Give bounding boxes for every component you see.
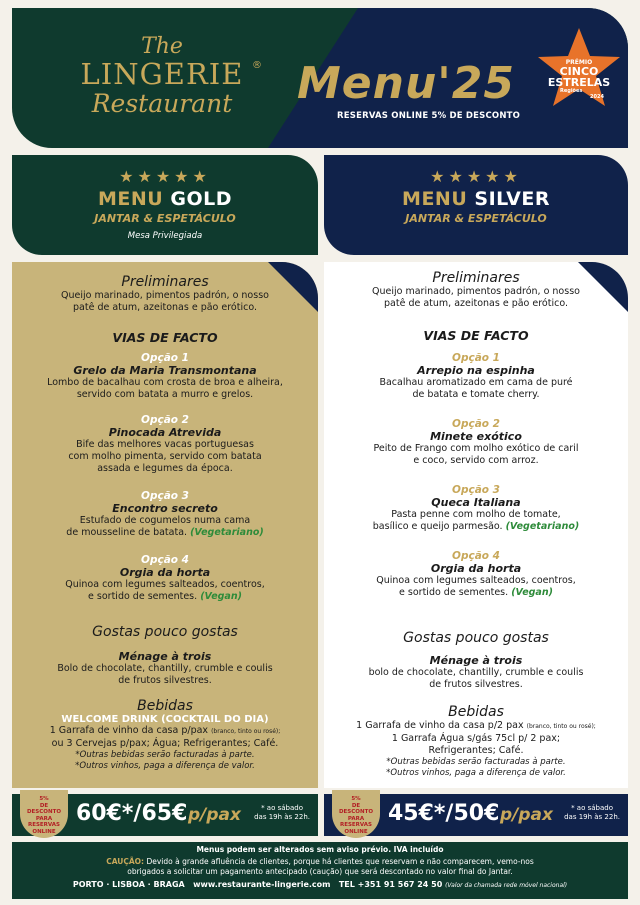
page-title: Menu'25	[297, 58, 515, 109]
gold-preliminares-desc-1: Queijo marinado, pimentos padrón, o nosso	[61, 290, 269, 301]
silver-price: 45€*/50€	[388, 801, 500, 826]
footer-caucao: CAUÇÃO: Devido à grande afluência de clientes, porque há clientes que reservam e não comparecem, vemo-nos obrigados a solicitar um pagamento antecipado (caução) que será descontado no valor final do Jantar.	[106, 857, 534, 876]
silver-menu-panel	[324, 262, 628, 788]
online-discount-text: RESERVAS ONLINE 5% DE DESCONTO	[337, 111, 521, 121]
silver-subtitle: JANTAR & ESPETÁCULO	[405, 212, 547, 225]
footer-disclaimer: Menus podem ser alterados sem aviso prévio. IVA incluído	[196, 845, 444, 854]
registered-mark: ®	[252, 60, 262, 71]
gold-saturday-note: * ao sábado das 19h às 22h.	[254, 804, 310, 821]
silver-bebidas-line: Refrigerantes; Café.	[428, 745, 524, 756]
gold-price-bar	[12, 794, 318, 836]
silver-note: *Outros vinhos, paga a diferença de valor.	[386, 768, 566, 778]
silver-dish-2: Minete exótico	[430, 430, 522, 443]
phone-note: (Valor da chamada rede móvel nacional)	[445, 882, 568, 889]
gold-dish-2-desc: com molho pimenta, servido com batata	[68, 451, 262, 462]
silver-bebidas-line: 1 Garrafa Água s/gás 75cl p/ 2 pax;	[391, 733, 561, 744]
silver-bebidas-title: Bebidas	[448, 704, 504, 720]
badge-premio: PRÉMIO	[565, 59, 593, 66]
gold-option-1: Opção 1	[141, 352, 189, 364]
silver-dish-3: Queca Italiana	[431, 496, 521, 509]
gold-preliminares-title: Preliminares	[121, 274, 209, 290]
phone-number[interactable]: TEL +351 91 567 24 50	[338, 880, 443, 889]
silver-dish-2-desc: Peito de Frango com molho exótico de caril	[373, 443, 579, 454]
gold-dish-4-desc: Quinoa com legumes salteados, coentros,	[65, 579, 265, 590]
silver-dish-1-desc: de batata e tomate cherry.	[412, 389, 540, 400]
silver-preliminares-desc-2: patê de atum, azeitonas e pão erótico.	[384, 298, 568, 309]
gold-preliminares-desc-2: patê de atum, azeitonas e pão erótico.	[73, 302, 257, 313]
silver-stars: ★★★★★	[430, 167, 522, 186]
silver-saturday-note: * ao sábado das 19h às 22h.	[564, 804, 620, 821]
gold-dish-3: Encontro secreto	[112, 502, 218, 515]
gold-vias-title: VIAS DE FACTO	[112, 330, 218, 345]
gold-dish-1: Grelo da Maria Transmontana	[73, 364, 257, 377]
silver-per-pax: p/pax	[500, 805, 553, 825]
silver-preliminares-title: Preliminares	[432, 270, 520, 286]
gold-dish-3-desc: Estufado de cogumelos numa cama	[79, 515, 251, 526]
gold-option-4: Opção 4	[141, 554, 189, 566]
restaurant-logo	[52, 36, 272, 118]
badge-cinco: CINCO ESTRELAS	[547, 65, 611, 89]
silver-option-1: Opção 1	[452, 352, 500, 364]
gold-mesa: Mesa Privilegiada	[127, 231, 203, 241]
website-link[interactable]: www.restaurante-lingerie.com	[193, 880, 331, 889]
gold-dessert-desc: de frutos silvestres.	[118, 675, 212, 686]
badge-regioes: Regiões	[560, 88, 583, 94]
gold-menu-name: MENU GOLD	[98, 188, 232, 210]
gold-price: 60€*/65€	[76, 801, 188, 826]
silver-dish-2-desc: e coco, servido com arroz.	[413, 455, 539, 466]
gold-menu-panel	[12, 262, 318, 788]
silver-option-3: Opção 3	[452, 484, 500, 496]
silver-dish-4-desc: e sortido de sementes. (Vegan)	[399, 587, 553, 598]
silver-dish-1: Arrepio na espinha	[417, 364, 535, 377]
silver-dessert: Ménage à trois	[429, 654, 523, 667]
footer-cities: PORTO · LISBOA · BRAGA	[72, 880, 185, 889]
gold-dish-2-desc: Bife das melhores vacas portuguesas	[76, 439, 254, 450]
gold-dish-3-desc: de mousseline de batata. (Vegetariano)	[66, 527, 264, 538]
logo-restaurant: Restaurant	[91, 89, 233, 118]
gold-welcome-drink: WELCOME DRINK (COCKTAIL DO DIA)	[61, 714, 269, 725]
gold-bebidas-title: Bebidas	[137, 698, 193, 714]
gold-note: *Outras bebidas serão facturadas à parte.	[75, 750, 255, 760]
silver-bebidas-line: 1 Garrafa de vinho da casa p/2 pax (branco, tinto ou rosé);	[356, 720, 596, 731]
silver-menu-name: MENU SILVER	[402, 188, 550, 210]
gold-menu-header	[12, 155, 318, 255]
gold-per-pax: p/pax	[188, 805, 241, 825]
silver-dessert-desc: bolo de chocolate, chantilly, crumble e coulis	[368, 667, 584, 678]
award-badge	[534, 26, 624, 110]
logo-the: The	[141, 34, 183, 59]
gold-subtitle: JANTAR & ESPETÁCULO	[94, 212, 236, 225]
silver-option-4: Opção 4	[452, 550, 500, 562]
silver-dish-4: Orgia da horta	[430, 562, 522, 575]
gold-option-3: Opção 3	[141, 490, 189, 502]
gold-dish-4-desc: e sortido de sementes. (Vegan)	[88, 591, 242, 602]
gold-dish-1-desc: servido com batata a murro e grelos.	[76, 389, 254, 400]
header-banner	[12, 8, 628, 148]
gold-dessert: Ménage à trois	[118, 650, 212, 663]
gold-note: *Outros vinhos, paga a diferença de valor.	[75, 761, 255, 771]
gold-option-2: Opção 2	[141, 414, 189, 426]
gold-dish-2: Pinocada Atrevida	[108, 426, 222, 439]
silver-note: *Outras bebidas serão facturadas à parte.	[386, 757, 566, 767]
gold-dessert-desc: Bolo de chocolate, chantilly, crumble e coulis	[57, 663, 273, 674]
silver-dish-3-desc: basílico e queijo parmesão. (Vegetariano)	[372, 521, 580, 532]
gold-bebidas-line: ou 3 Cervejas p/pax; Água; Refrigerantes; Café.	[51, 738, 279, 749]
footer	[12, 842, 628, 899]
gold-dish-4: Orgia da horta	[119, 566, 211, 579]
gold-gostas-title: Gostas pouco gostas	[92, 624, 238, 640]
footer-contacts	[12, 880, 628, 889]
silver-dish-3-desc: Pasta penne com molho de tomate,	[391, 509, 561, 520]
gold-dish-2-desc: assada e legumes da época.	[97, 463, 233, 474]
badge-year: 2024	[590, 94, 604, 100]
silver-preliminares-desc-1: Queijo marinado, pimentos padrón, o nosso	[372, 286, 580, 297]
silver-dish-4-desc: Quinoa com legumes salteados, coentros,	[376, 575, 576, 586]
silver-vias-title: VIAS DE FACTO	[423, 328, 529, 343]
gold-discount-tag: 5% DE DESCONTO PARA RESERVAS ONLINE	[20, 790, 68, 838]
logo-lingerie: LINGERIE	[80, 57, 244, 91]
silver-gostas-title: Gostas pouco gostas	[403, 630, 549, 646]
gold-dish-1-desc: Lombo de bacalhau com crosta de broa e alheira,	[47, 377, 283, 388]
silver-discount-tag: 5% DE DESCONTO PARA RESERVAS ONLINE	[332, 790, 380, 838]
gold-bebidas-line: 1 Garrafa de vinho da casa p/pax (branco, tinto ou rosé);	[49, 725, 281, 736]
silver-dish-1-desc: Bacalhau aromatizado em cama de puré	[379, 377, 573, 388]
silver-option-2: Opção 2	[452, 418, 500, 430]
silver-menu-header	[324, 155, 628, 255]
silver-dessert-desc: de frutos silvestres.	[429, 679, 523, 690]
silver-price-bar	[324, 794, 628, 836]
gold-stars: ★★★★★	[119, 167, 211, 186]
